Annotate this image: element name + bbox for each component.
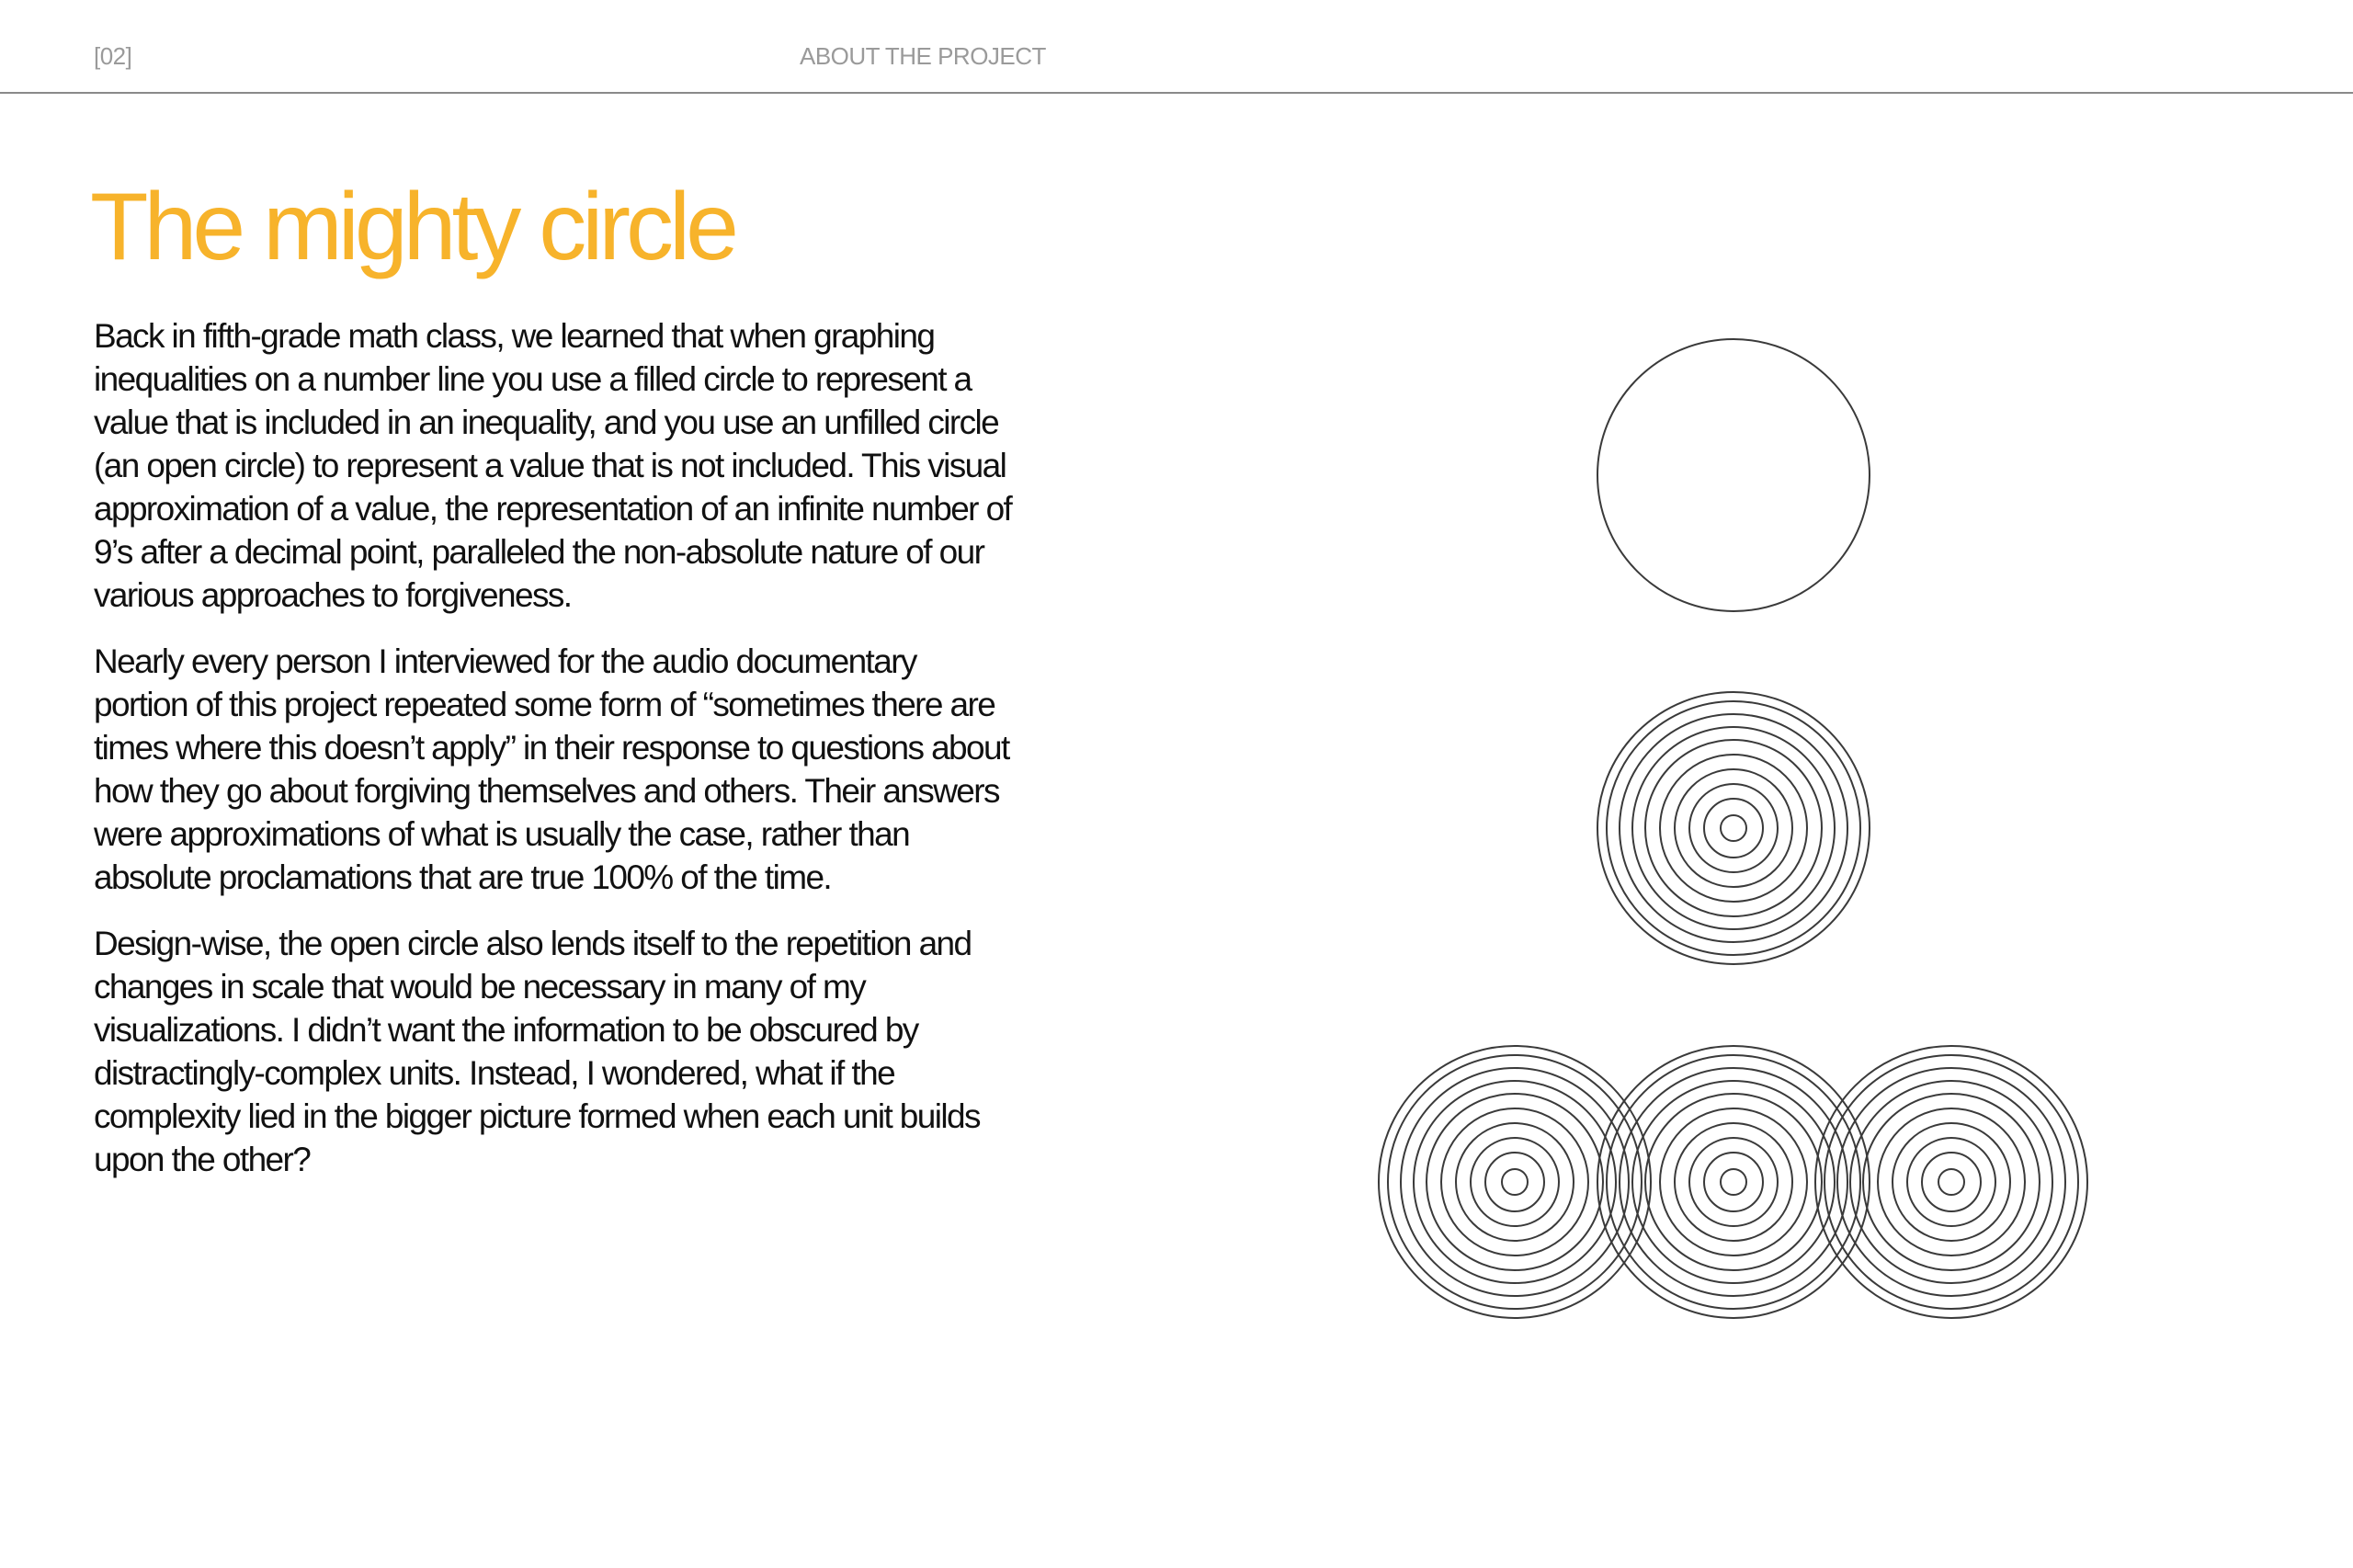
concentric-ring [1878,1108,2025,1256]
page-number: [02] [94,42,132,70]
concentric-circle-set [1597,692,1870,964]
concentric-ring [1485,1153,1544,1211]
concentric-ring [1863,1094,2040,1270]
concentric-ring [1704,1153,1763,1211]
page-title: The mighty circle [90,174,734,280]
section-title: ABOUT THE PROJECT [800,42,1046,70]
concentric-ring [1456,1123,1574,1241]
concentric-ring [1938,1169,1964,1195]
concentric-ring [1379,1046,1651,1318]
concentric-ring [1689,1138,1778,1226]
concentric-ring [1675,1123,1792,1241]
concentric-ring [1907,1138,1995,1226]
paragraph-1: Back in fifth-grade math class, we learned that when graphing inequalities on a number line you use a filled circle to represent a value that is included in an inequality, and you use an unfilled circle (an open circle) to represent a value that is not included. This visual approximation of a value, the representation of an infinite number of 9’s after a decimal point, paralleled the non-absolute nature of our various approaches to forgiveness. [94,317,1012,614]
single-open-circle [1597,339,1870,611]
overlapping-concentric-circle-sets [1379,1046,2087,1318]
concentric-ring [1815,1046,2087,1318]
concentric-ring [1427,1094,1603,1270]
concentric-ring [1893,1123,2010,1241]
concentric-ring [1441,1108,1588,1256]
paragraph-3: Design-wise, the open circle also lends itself to the repetition and changes in scale that would be necessary in many of my visualizations. I didn’t want the information to be obscured by distractingly-complex units. Instead, I wondered, what if the complexity lied in the bigger picture formed when each unit builds upon the other? [94,925,980,1178]
concentric-ring [1850,1081,2052,1283]
concentric-ring [1620,714,1847,942]
circle-illustration [1360,322,2151,1333]
concentric-ring [1414,1081,1616,1283]
concentric-ring [1660,1108,1807,1256]
concentric-ring [1645,1094,1822,1270]
concentric-ring [1620,1068,1847,1296]
concentric-ring [1721,1169,1746,1195]
body-text [94,314,1013,1204]
concentric-ring [1632,1081,1835,1283]
paragraph-2: Nearly every person I interviewed for the audio documentary portion of this project repeated some form of “sometimes there are times where this doesn’t apply” in their response to questions about how they go about forgiving themselves and others. Their answers were approximations of what is usually the case, rather than absolute proclamations that are true 100% of the time. [94,642,1009,896]
concentric-ring [1922,1153,1981,1211]
concentric-ring [1502,1169,1528,1195]
open-circle [1597,339,1870,611]
concentric-ring [1597,692,1870,964]
concentric-ring [1632,727,1835,929]
concentric-ring [1675,769,1792,887]
concentric-ring [1837,1068,2065,1296]
concentric-ring [1689,784,1778,872]
concentric-ring [1597,1046,1870,1318]
page-header [0,0,2353,94]
concentric-ring [1645,740,1822,916]
concentric-ring [1401,1068,1629,1296]
concentric-ring [1471,1138,1559,1226]
concentric-ring [1660,755,1807,902]
concentric-ring [1721,815,1746,841]
concentric-ring [1704,799,1763,858]
